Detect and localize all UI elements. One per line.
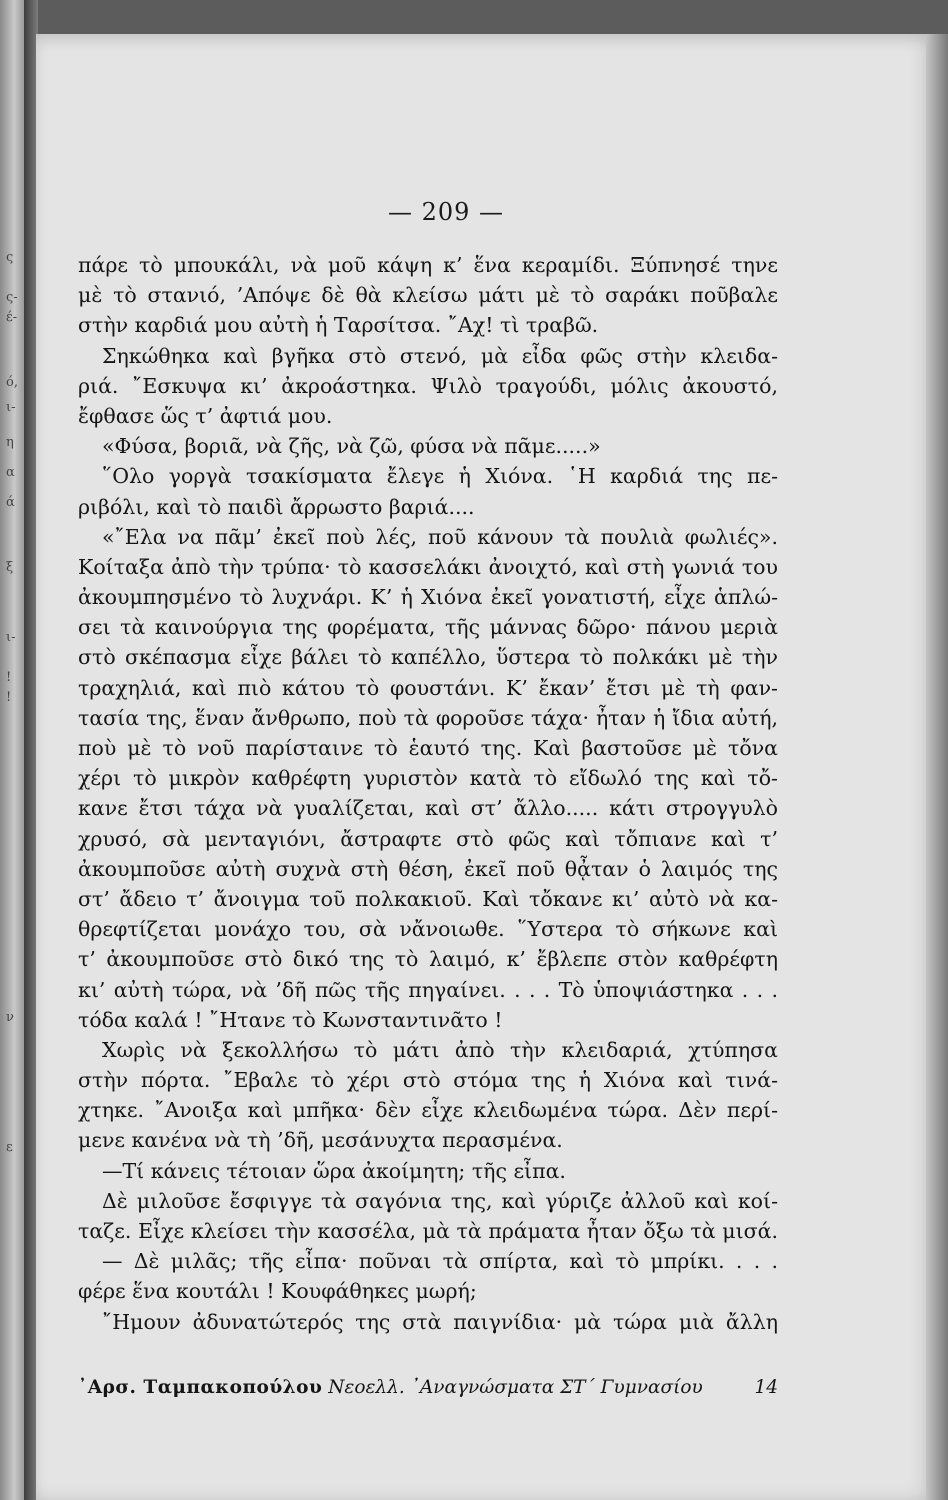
facing-page-fragment: ς- bbox=[6, 290, 18, 305]
text-line: τραχηλιά, καὶ πιὸ κάτου τὸ φουστάνι. Κ’ ἔκαν’ ἔτσι μὲ τὴ φαν- bbox=[78, 675, 778, 700]
text-line: ποὺ μὲ τὸ νοῦ παρίσταινε τὸ ἑαυτό της. Καὶ βαστοῦσε μὲ τὄνα bbox=[78, 736, 778, 760]
text-line: — Δὲ μιλᾶς; τῆς εἶπα· ποῦναι τὰ σπίρτα, καὶ τὸ μπρίκι. . . . bbox=[102, 1249, 778, 1274]
page-right-edge bbox=[926, 34, 948, 1500]
facing-page-fragment: έ- bbox=[6, 310, 18, 325]
text-line: μενε κανένα νὰ τὴ ’δῆ, μεσάνυχτα περασμένα. bbox=[78, 1128, 563, 1153]
text-line: Δὲ μιλοῦσε ἔσφιγγε τὰ σαγόνια της, καὶ γύριζε ἀλλοῦ καὶ κοί- bbox=[102, 1188, 778, 1213]
text-line: ἔφθασε ὥς τ’ ἀφτιά μου. bbox=[78, 403, 333, 428]
page-footer bbox=[78, 1377, 778, 1398]
text-line: τασία της, ἕναν ἄνθρωπο, ποὺ τὰ φοροῦσε τάχα· ἦταν ἡ ἴδια αὐτή, bbox=[78, 705, 778, 730]
facing-page-fragment: ν bbox=[6, 1010, 14, 1025]
text-line: στὴν πόρτα. ῎Εβαλε τὸ χέρι στὸ στόμα της ἡ Χιόνα καὶ τινά- bbox=[78, 1068, 778, 1093]
text-line: χρυσό, σὰ μενταγιόνι, ἄστραφτε στὸ φῶς καὶ τὄπιανε καὶ τ’ bbox=[78, 826, 778, 851]
facing-page-fragment: ό, bbox=[6, 375, 18, 390]
text-line: χέρι τὸ μικρὸν καθρέφτη γυριστὸν κατὰ τὸ εἴδωλό της καὶ τὄ- bbox=[78, 766, 778, 791]
text-line: ῎Ημουν ἀδυνατώτερός της στὰ παιγνίδια· μὰ τώρα μιὰ ἄλλη bbox=[102, 1309, 778, 1334]
facing-page-edge bbox=[0, 0, 24, 1500]
text-line: Σηκώθηκα καὶ βγῆκα στὸ στενό, μὰ εἶδα φῶς στὴν κλειδα- bbox=[102, 343, 778, 368]
facing-page-fragment: ι- bbox=[6, 400, 16, 415]
text-line: χτηκε. ῎Ανοιξα καὶ μπῆκα· δὲν εἶχε κλειδωμένα τώρα. Δὲν περί- bbox=[78, 1098, 778, 1123]
text-line: ριβόλι, καὶ τὸ παιδὶ ἄρρωστο βαριά.... bbox=[78, 494, 475, 519]
text-line: στὴν καρδιά μου αὐτὴ ἡ Ταρσίτσα. ῎Αχ! τὶ τραβῶ. bbox=[78, 313, 599, 338]
facing-page-fragment: ς bbox=[6, 250, 14, 265]
facing-page-fragment: ι- bbox=[6, 630, 16, 645]
text-line: ἀκουμπησμένο τὸ λυχνάρι. Κ’ ἡ Χιόνα ἐκεῖ γονατιστή, εἶχε ἁπλώ- bbox=[78, 585, 778, 610]
footer-signature: 14 bbox=[754, 1377, 778, 1398]
book-page bbox=[36, 34, 932, 1500]
text-line: Χωρὶς νὰ ξεκολλήσω τὸ μάτι ἀπὸ τὴν κλειδαριά, χτύπησα bbox=[102, 1037, 778, 1062]
text-line: «῎Ελα να πᾶμ’ ἐκεῖ ποὺ λές, ποῦ κάνουν τὰ πουλιὰ φωλιές». bbox=[102, 524, 778, 549]
text-line: σει τὰ καινούργια της φορέματα, τῆς μάννας δῶρο· πάνου μεριὰ bbox=[78, 615, 778, 640]
text-line: ριά. ῎Εσκυψα κι’ ἀκροάστηκα. Ψιλὸ τραγούδι, μόλις ἀκουστό, bbox=[78, 373, 778, 398]
text-line: στ’ ἄδειο τ’ ἄνοιγμα τοῦ πολκακιοῦ. Καὶ τὄκανε κι’ αὐτὸ νὰ κα- bbox=[78, 886, 778, 911]
facing-page-fragment: ξ bbox=[6, 560, 14, 575]
footer-title: Νεοελλ. ᾿Αναγνώσματα ΣΤ΄ Γυμνασίου bbox=[328, 1377, 703, 1398]
facing-page-fragment: η bbox=[6, 435, 14, 450]
text-line: μὲ τὸ στανιό, ’Απόψε δὲ θὰ κλείσω μάτι μὲ τὸ σαράκι ποῦβαλε bbox=[78, 283, 778, 308]
facing-page-fragment: α bbox=[6, 465, 15, 480]
text-line: ῞Ολο γοργὰ τσακίσματα ἔλεγε ἡ Χιόνα. ῾Η καρδιά της πε- bbox=[102, 464, 778, 489]
text-line: θρεφτίζεται μονάχο του, σὰ νἄνοιωθε. ῞Υστερα τὸ σήκωνε καὶ bbox=[78, 917, 778, 942]
text-line: πάρε τὸ μπουκάλι, νὰ μοῦ κάψη κ’ ἕνα κεραμίδι. Ξύπνησέ τηνε bbox=[78, 253, 778, 277]
facing-page-fragment: ε bbox=[6, 1140, 13, 1155]
facing-page-fragment: ά bbox=[6, 495, 15, 510]
facing-page-fragment: ! bbox=[6, 690, 12, 705]
text-line: κανε ἔτσι τάχα νὰ γυαλίζεται, καὶ στ’ ἄλλο..... κάτι στρογγυλὸ bbox=[78, 796, 778, 821]
text-line: ταζε. Εἶχε κλείσει τὴν κασσέλα, μὰ τὰ πράματα ἦταν ὄξω τὰ μισά. bbox=[78, 1219, 778, 1243]
body-text bbox=[78, 250, 778, 1337]
text-line: Κοίταξα ἀπὸ τὴν τρύπα· τὸ κασσελάκι ἀνοιχτό, καὶ στὴ γωνιά του bbox=[78, 554, 778, 579]
facing-page-fragment: ! bbox=[6, 670, 12, 685]
text-line: τ’ ἀκουμποῦσε στὸ δικό της τὸ λαιμό, κ’ ἔβλεπε στὸν καθρέφτη bbox=[78, 947, 778, 972]
footer-author: ᾿Αρσ. Ταμπακοπούλου bbox=[78, 1377, 323, 1398]
text-line: ἀκουμποῦσε αὐτὴ συχνὰ στὴ θέση, ἐκεῖ ποῦ θᾆταν ὁ λαιμός της bbox=[78, 856, 778, 881]
text-line: κι’ αὐτὴ τώρα, νὰ ’δῆ πῶς τῆς πηγαίνει. . . . Τὸ ὑποψιάστηκα . . . bbox=[78, 977, 778, 1002]
page-number: — 209 — bbox=[387, 198, 505, 226]
text-line: τόδα καλά ! ῎Ητανε τὸ Κωνσταντινᾶτο ! bbox=[78, 1007, 503, 1032]
text-line: φέρε ἕνα κουτάλι ! Κουφάθηκες μωρή; bbox=[78, 1279, 477, 1304]
text-line: στὸ σκέπασμα εἶχε βάλει τὸ καπέλλο, ὕστερα τὸ πολκάκι μὲ τὴν bbox=[78, 645, 778, 670]
text-line: —Τί κάνεις τέτοιαν ὥρα ἀκοίμητη; τῆς εἶπα. bbox=[102, 1158, 566, 1183]
text-line: «Φύσα, βοριᾶ, νὰ ζῆς, νὰ ζῶ, φύσα νὰ πᾶμε.....» bbox=[102, 434, 601, 459]
